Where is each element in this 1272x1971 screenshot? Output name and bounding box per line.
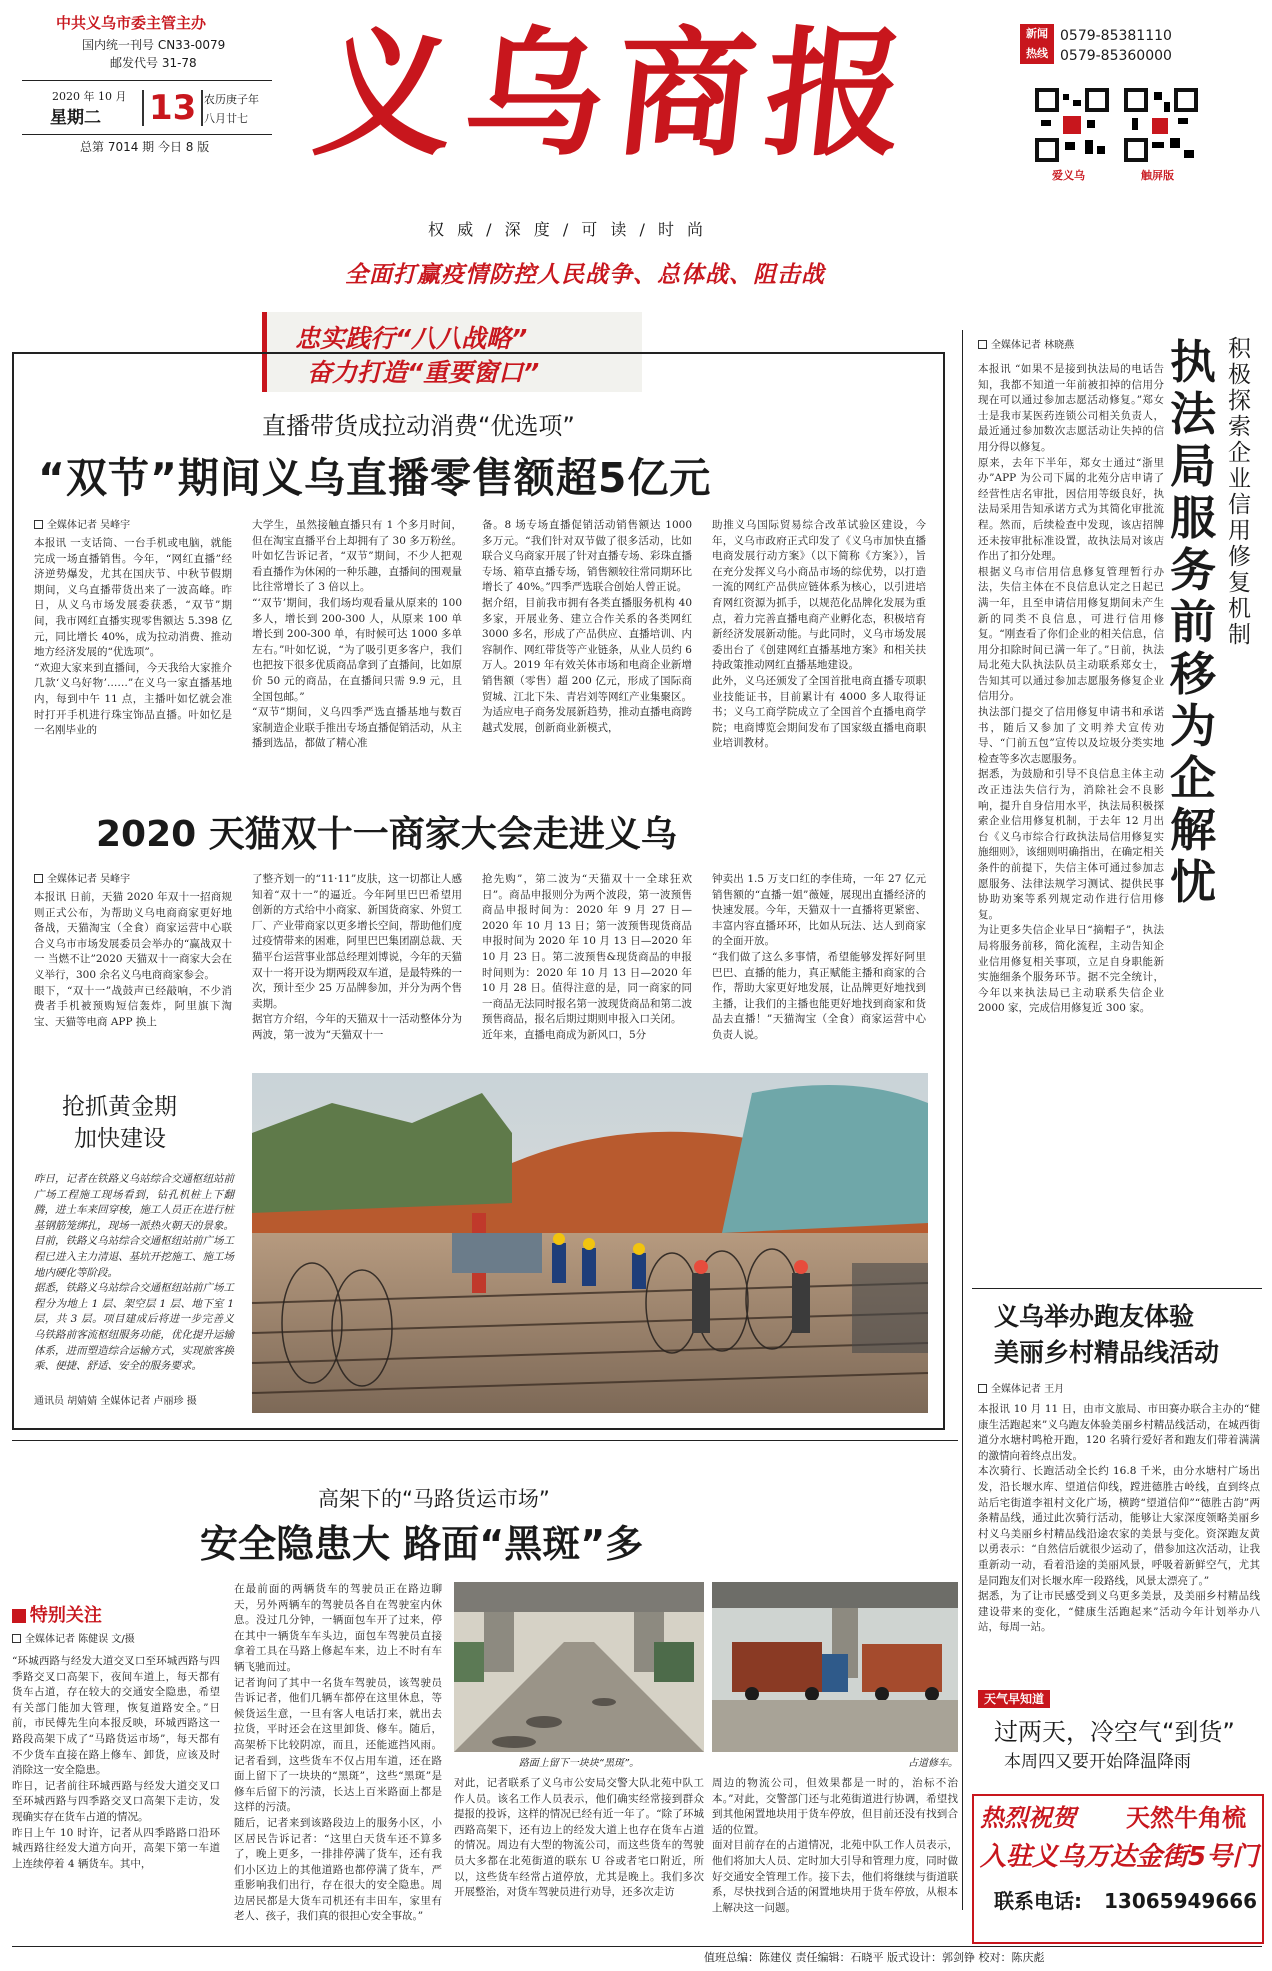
issue-info: 总第 7014 期 今日 8 版 — [80, 140, 210, 154]
masthead-logo: 义乌商报 — [307, 12, 925, 175]
bottom-headline: 安全隐患大 路面“黑斑”多 — [200, 1522, 644, 1566]
lead-col-3: 备。8 场专场直播促销活动销售额达 1000 多万元。“我们针对双节做了很多活动，比如联合义乌商家开展了针对直播专场、彩珠直播专场、箱草直播专场，销售额较往常同期环比增长了 40%。”四季严选联合创始人曾正说。 据介绍，目前我市拥有各类直播服务机构 40 多家，开展业务、建立合作关系的各类网红 3000 多名，形成了产品供应、直播培训、内容制作、网红带货等产业链条，从业人员约 6 万人。2019 年有效关体市场和电商企业新增销售额（零售）超 200 亿元，形成了国际商贸城、江北下朱、青岩刘等网红产业集聚区。 为适应电子商务发展新趋势，推动直播电商跨越式发展，创新商业新模式， — [482, 519, 692, 734]
lead-col-4: 助推义乌国际贸易综合改革试验区建设，今年，义乌市政府正式印发了《义乌市加快直播电商发展行动方案》（以下简称《方案》），旨在充分发挥义乌小商品市场的综优势，以打造一流的网红产品供应链体系为核心，以引进培育网红资源为抓手，以规范化品牌化发展为重点，着力完善直播电商产业孵化态，积极培育新经济发展新动能。与此同时，义乌市场发展委出台了《创建网红直播基地方案》和相关扶持政策推动网红直播基地建设。 此外，义乌还颁发了全国首批电商直播专项职业技能证书，目前累计有 4000 多人取得证书；义乌工商学院成立了全国首个直播电商学院；电商博览会期间发布了国家级直播电商职业培训教材。 — [712, 519, 926, 750]
truck-photo-2 — [712, 1582, 958, 1752]
qr-code-icon[interactable] — [1035, 88, 1109, 162]
lead-byline: 全媒体记者 吴峰宇 — [34, 518, 130, 533]
hotline-tag — [1020, 24, 1054, 64]
ad-line-2: 入驻义乌万达金街5号门 — [980, 1842, 1259, 1872]
campaign-slogan: 全面打赢疫情防控人民战争、总体战、阻击战 — [345, 262, 825, 288]
photo-headline-1: 抢抓黄金期 — [62, 1094, 177, 1120]
right-headline: 执法局服务前移为企解忧 — [1170, 335, 1216, 909]
special-focus-tag — [12, 1602, 102, 1629]
second-headline: 2020 天猫双十一商家大会走进义乌 — [96, 814, 677, 855]
sponsor: 中共义乌市委主管主办 — [56, 14, 207, 32]
weather-subhead: 本周四又要开始降温降雨 — [1004, 1752, 1191, 1772]
right-top-body-cont — [978, 852, 1260, 1262]
weekday: 星期二 — [50, 108, 101, 128]
lunar-year: 农历庚子年 — [204, 93, 259, 106]
value-slogan: 权 威 / 深 度 / 可 读 / 时 尚 — [428, 220, 708, 239]
photo-headline-2: 加快建设 — [74, 1126, 166, 1152]
phone-1: 0579-85381110 — [1060, 28, 1172, 44]
ad-brand: 天然牛角梳 — [1126, 1804, 1246, 1832]
banner-line-1: 忠实践行“八八战略” — [295, 324, 528, 353]
hotline-label-2: 热线 — [1026, 47, 1048, 60]
banner-line-2: 奋力打造“重要窗口” — [307, 358, 540, 387]
header — [0, 0, 1272, 330]
bottom-kicker: 高架下的“马路货运市场” — [318, 1487, 550, 1511]
ad-contact-label: 联系电话: — [994, 1889, 1082, 1913]
phone-2: 0579-85360000 — [1060, 48, 1172, 64]
postal-code: 邮发代号 31-78 — [110, 56, 197, 70]
special-focus-label: 特别关注 — [29, 1605, 102, 1626]
lead-col-1: 本报讯 一支话筒、一台手机或电脑，就能完成一场直播销售。今年，“网红直播”经济逆势爆发，尤其在国庆节、中秋节假期期间，义乌直播带货出来了一波高峰。昨日，从义乌市场发展委获悉，“双节”期间，我市网红直播实现零售额达 5.398 亿元，同比增长 40%，成为拉动消费、推动地方经济发展的“优选项”。 “欢迎大家来到直播间，今天我给大家推介几款‘义乌好物’……”在义乌一家直播基地内，每到中午 11 点，主播叶如忆就会准时打开手机进行珠宝饰品直播。叶如忆是一名刚毕业的 — [34, 537, 232, 737]
lead-col-2: 大学生，虽然接触直播只有 1 个多月时间，但在淘宝直播平台上却拥有了 30 多万粉丝。叶如忆告诉记者，“双节”期间，不少人把观看直播作为休闲的一种乐趣，直播间的围观量比往常增长了 3 倍以上。 “‘双节’期间，我们场均观看量从原来的 100 多人，增长到 200-300 人，从原来 100 单增长到 200-300 单，有时候可达 1000 多单左右。”叶如忆说，“为了吸引更多客户，我们也把按下很多优质商品拿到了直播间，比如原价 50 元的商品，在直播间只需 9.9 元，且全国包邮。” “双节”期间，义乌四季严选直播基地与数百家制造企业联手推出专场直播促销活动，从主播到选品，都做了精心准 — [252, 519, 462, 750]
caption-1: 路面上留下一块块“黑斑”。 — [518, 1758, 640, 1769]
photo-story-body: 昨日，记者在铁路义乌站综合交通枢纽站前广场工程施工现场看到，钻孔机桩上下翻腾，进土车来回穿梭，施工人员正在进行桩基钢筋笼绑扎，现场一派热火朝天的景象。目前，铁路义乌站综合交通枢纽站前广场工程已进入主力清退、基坑开挖施工、施工场地内硬化等阶段。 据悉，铁路义乌站综合交通枢纽站前广场工程分为地上 1 层、架空层 1 层、地下室 1 层，共 3 层。项目建成后将进一步完善义乌铁路前客流枢纽服务功能，优化提升运输体系，进而塑造综合运输方式，实现旅客换乘、便捷、舒适、安全的服务要求。 — [34, 1173, 234, 1373]
photo-credit: 通讯员 胡婧婧 全媒体记者 卢丽珍 摄 — [34, 1396, 197, 1407]
right-kicker: 积极探索企业信用修复机制 — [1228, 336, 1251, 648]
right-top-body: 本报讯 “如果不是接到执法局的电话告知，我都不知道一年前被扣掉的信用分现在可以通过参加志愿活动修复。”郑女士是我市某医药连锁公司相关负责人，最近通过参加数次志愿活动让失掉的信用分得以修复。 原来，去年下半年，郑女士通过“浙里办”APP 为公司下属的北苑分店申请了经营性店名审批，因信用等级良好，执法局采用告知承诺方式为其简化审批流程。然而，后续检查中发现，该店招牌还未按审批标准设置，故执法局对该店作出了扣分处理。 根据义乌市信用信息修复管理暂行办法，失信主体在不良信息认定之日起已满一年，且至申请信用修复期间未产生新的同类不良信息，可进行信用修复。“刚查看了你们企业的相关信息，信用分扣除时间已满一年了。”日前，执法局北苑大队执法队员主动联系郑女士，告知其可以通过参加志愿服务修复企业信用分。 执法部门提交了信用修复申请书和承诺书，随后又参加了文明养犬宣传劝导、“门前五包”宣传以及垃圾分类实地检查等多次志愿服务。 据悉，为鼓励和引导不良信息主体主动改正违法失信行为，消除社会不良影响，提升自身信用水平，执法局积极探索企业信用修复机制，于去年 12 月出台《义乌市综合行政执法局信用修复实施细则》，该细则明确指出，在确定相关条件的前提下，失信主体可通过参加志愿服务、法律法规学习测试、提供民事协助劝案等系列规定动作进行信用修复。 为让更多失信企业早日“摘帽子”，执法局将服务前移，简化流程，主动告知企业信用修复相关事项，立足自身职能新实施细条个服务环节。据不完全统计，今年以来执法局已主动联系失信企业 2000 家，完成信用修复近 300 家。 — [978, 363, 1164, 1015]
right-top-byline: 全媒体记者 林晓燕 — [978, 338, 1074, 353]
run-event-headline-1: 义乌举办跑友体验 — [994, 1302, 1195, 1331]
weather-tag: 天气早知道 — [978, 1690, 1050, 1708]
weather-headline: 过两天，冷空气“到货” — [994, 1718, 1235, 1746]
lunar-date: 八月廿七 — [204, 112, 248, 125]
lead-headline: “双节”期间义乌直播零售额超5亿元 — [38, 454, 712, 502]
second-col-1: 本报讯 日前，天猫 2020 年双十一招商规则正式公布，为帮助义乌电商商家更好地备战，天猫淘宝（全食）商家运营中心联合义乌市市场发展委员会举办的“赢战双十一 当燃不让”2020 天猫双十一商家大会在义举行，300 余名义乌电商商家参会。 眼下，“双十一”战鼓声已经敲响，不少消费者手机被预购短信轰炸，阿里旗下淘宝、天猫等电商 APP 换上 — [34, 891, 232, 1028]
qr-code-icon[interactable] — [1124, 88, 1198, 162]
truck-photo-1 — [454, 1582, 704, 1752]
advertisement[interactable] — [972, 1794, 1264, 1944]
bottom-col-4: 周边的物流公司，但效果都是一时的，治标不治本。”对此，交警部门还与北苑街道进行协调，希望找到其他闲置地块用于货车停放，但目前还没有找到合适的位置。 面对目前存在的占道情况，北苑中队工作人员表示，他们将加大人员、定时加大引导和管理力度，同时做好交通安全管理工作。接下去，他们将继续与街道联系，尽快找到合适的闲置地块用于货车停放，从根本上解决这一问题。 — [712, 1777, 958, 1914]
bottom-col-2: 在最前面的两辆货车的驾驶员正在路边聊天，另外两辆车的驾驶员各自在驾驶室内休息。没过几分钟，一辆面包车开了过来，停在其中一辆货车车头边，面包车驾驶员直接拿着工具在马路上修起车来，边上不时有车辆飞驰而过。 记者询问了其中一名货车驾驶员，该驾驶员告诉记者，他们几辆车都停在这里休息，等候货运生意，一旦有客人电话打来，就出去拉货，平时还会在这里卸货、修车。随后，高架桥下比较阴凉，而且，还能遮挡风雨。记者看到，这些货车不仅占用车道，还在路面上留下了一块块的“黑斑”，这些“黑斑”是修车后留下的污渍，长达上百米路面上都是这样的污渍。 随后，记者来到该路段边上的服务小区，小区居民告诉记者：“这里白天货车还不算多了，晚上更多，一排排停满了货车，还有我们小区边上的其他道路也都停满了货车，严重影响我们出行，存在很大的安全隐患。周边居民都是大货车司机还有丰田车，家里有老人、孩子，我们真的很担心安全事故。” — [234, 1583, 442, 1923]
run-event-byline: 全媒体记者 王月 — [978, 1382, 1064, 1397]
hotline-label-1: 新闻 — [1026, 27, 1048, 40]
bottom-byline: 全媒体记者 陈健误 文/摄 — [12, 1632, 135, 1647]
ad-line-1: 热烈祝贺 — [980, 1804, 1076, 1832]
qr-label-1: 爱义乌 — [1052, 169, 1085, 182]
construction-photo — [252, 1073, 928, 1413]
ad-phone[interactable]: 13065949666 — [1104, 1889, 1258, 1913]
qr-label-2: 触屏版 — [1141, 169, 1174, 182]
footer-credits: 值班总编：陈建仪 责任编辑：石晓平 版式设计：郭剑铮 校对：陈庆彪 — [704, 1951, 1045, 1964]
bottom-col-1: “环城西路与经发大道交叉口至环城西路与四季路交叉口高架下，夜间车道上，每天都有货车占道，存在较大的交通安全隐患，希望有关部门能加大管理，恢复道路安全。”日前，市民傅先生向本报反映，环城西路这一路段高架下成了“马路货运市场”，每天都有不少货车直接在路上修车、卸货，应该及时消除这一安全隐患。 昨日，记者前往环城西路与经发大道交叉口至环城西路与四季路交叉口高架下走访，发现确实存在货车占道的情况。 昨日上午 10 时许，记者从四季路路口沿环城西路往经发大道方向开，高架下第一车道上连续停着 4 辆货车。其中， — [12, 1655, 220, 1870]
caption-2: 占道修车。 — [908, 1758, 958, 1769]
day-number: 13 — [142, 90, 203, 126]
special-focus-icon — [12, 1609, 26, 1623]
run-event-headline-2: 美丽乡村精品线活动 — [994, 1338, 1220, 1367]
second-byline: 全媒体记者 吴峰宇 — [34, 872, 130, 887]
run-event-body: 本报讯 10 月 11 日，由市文旅局、市田赛办联合主办的“健康生活跑起来”义乌跑友体验美丽乡村精品线活动，在城西街道分水塘村鸣枪开跑，120 名骑行爱好者和跑友们带着满满的激情向着终点出发。 本次骑行、长跑活动全长约 16.8 千米，由分水塘村广场出发，沿长堰水库、望道信仰线，蹚进德胜古岭线，直到终点站后宅街道李祖村文化广场，横跨“望道信仰”“德胜古韵”两条精品线，通过此次骑行活动，能够让大家深度领略美丽乡村义乌美丽乡村精品线沿途农家的美景与变化。资深跑友黄以勇表示：“自然信后就很少运动了，借参加这次活动，让我重新动一动，看着沿途的美丽风景，呼吸着新鲜空气，尤其是同跑友们对长堰水库一段路线，风景太漂亮了。” 据悉，为了让市民感受到义乌更多美景，及美丽乡村精品线建设带来的变化，“健康生活跑起来”活动今年计划举办八站，每周一站。 — [978, 1403, 1260, 1634]
lead-kicker: 直播带货成拉动消费“优选项” — [262, 412, 575, 440]
second-col-2: 了整齐划一的“11·11”皮肤，这一切都让人感知着“双十一”的逼近。今年阿里巴巴希望用创新的方式给中小商家、新国货商家、外贸工厂、产业带商家以更多增长空间，帮助他们度过疫情带来的困难，阿里巴巴集团副总裁、天猫平台运营事业部总经理刘博说，今年的天猫双十一将开设为期两段双车道，是最特殊的一次，预计至少 25 万品牌参加，并分为两个售卖期。 据官方介绍，今年的天猫双十一活动整体分为两波，第一波为“天猫双十一 — [252, 873, 462, 1041]
cn-code: 国内统一刊号 CN33-0079 — [82, 38, 226, 52]
second-col-3: 抢先购”，第二波为“天猫双十一全球狂欢日”。商品申报则分为两个波段，第一波预售商品申报时间为：2020 年 9 月 27 日—2020 年 10 月 13 日；第一波预售现货商品申报时间为 2020 年 10 月 13 日—2020 年 10 月 23 日。第二波预售&现货商品的申报时间则为：2020 年 10 月 13 日—2020 年 10 月 28 日。值得注意的是，同一商家的同一商品无法同时报名第一波现货商品和第二波预售商品，报名后期过期则申报入口关闭。 近年来，直播电商成为新风口，5分 — [482, 873, 692, 1041]
bottom-col-3: 对此，记者联系了义乌市公安局交警大队北苑中队工作人员。该名工作人员表示，他们确实经常接到群众提报的投诉，这样的情况已经有近一年了。“除了环城西路高架下，还有边上的经发大道上也存在货车占道的情况。周边有大型的物流公司，而这些货车的驾驶员大多都在北苑街道的联东 U 谷或者宅口附近，所以，这些货车经常占道停放，尤其是晚上。我们多次开展整治，对货车驾驶员进行劝导，还多次走访 — [454, 1777, 704, 1899]
date-year-month: 2020 年 10 月 — [52, 90, 127, 103]
second-col-4: 钟卖出 1.5 万支口红的李佳琦，一年 27 亿元销售额的“直播一姐”薇娅，展现出直播经济的快速发展。今年，天猫双十一直播将更紧密、丰富内容直播环环，比如从玩法、达人到商家的全面开放。 “我们做了这么多事情，希望能够发挥好阿里巴巴、直播的能力，真正赋能主播和商家的合作，帮助大家更好地发展，让品牌更好地找到主播，让我们的主播也能更好地找到商家和货品去直播！”天猫淘宝（全食）商家运营中心负责人说。 — [712, 873, 926, 1041]
